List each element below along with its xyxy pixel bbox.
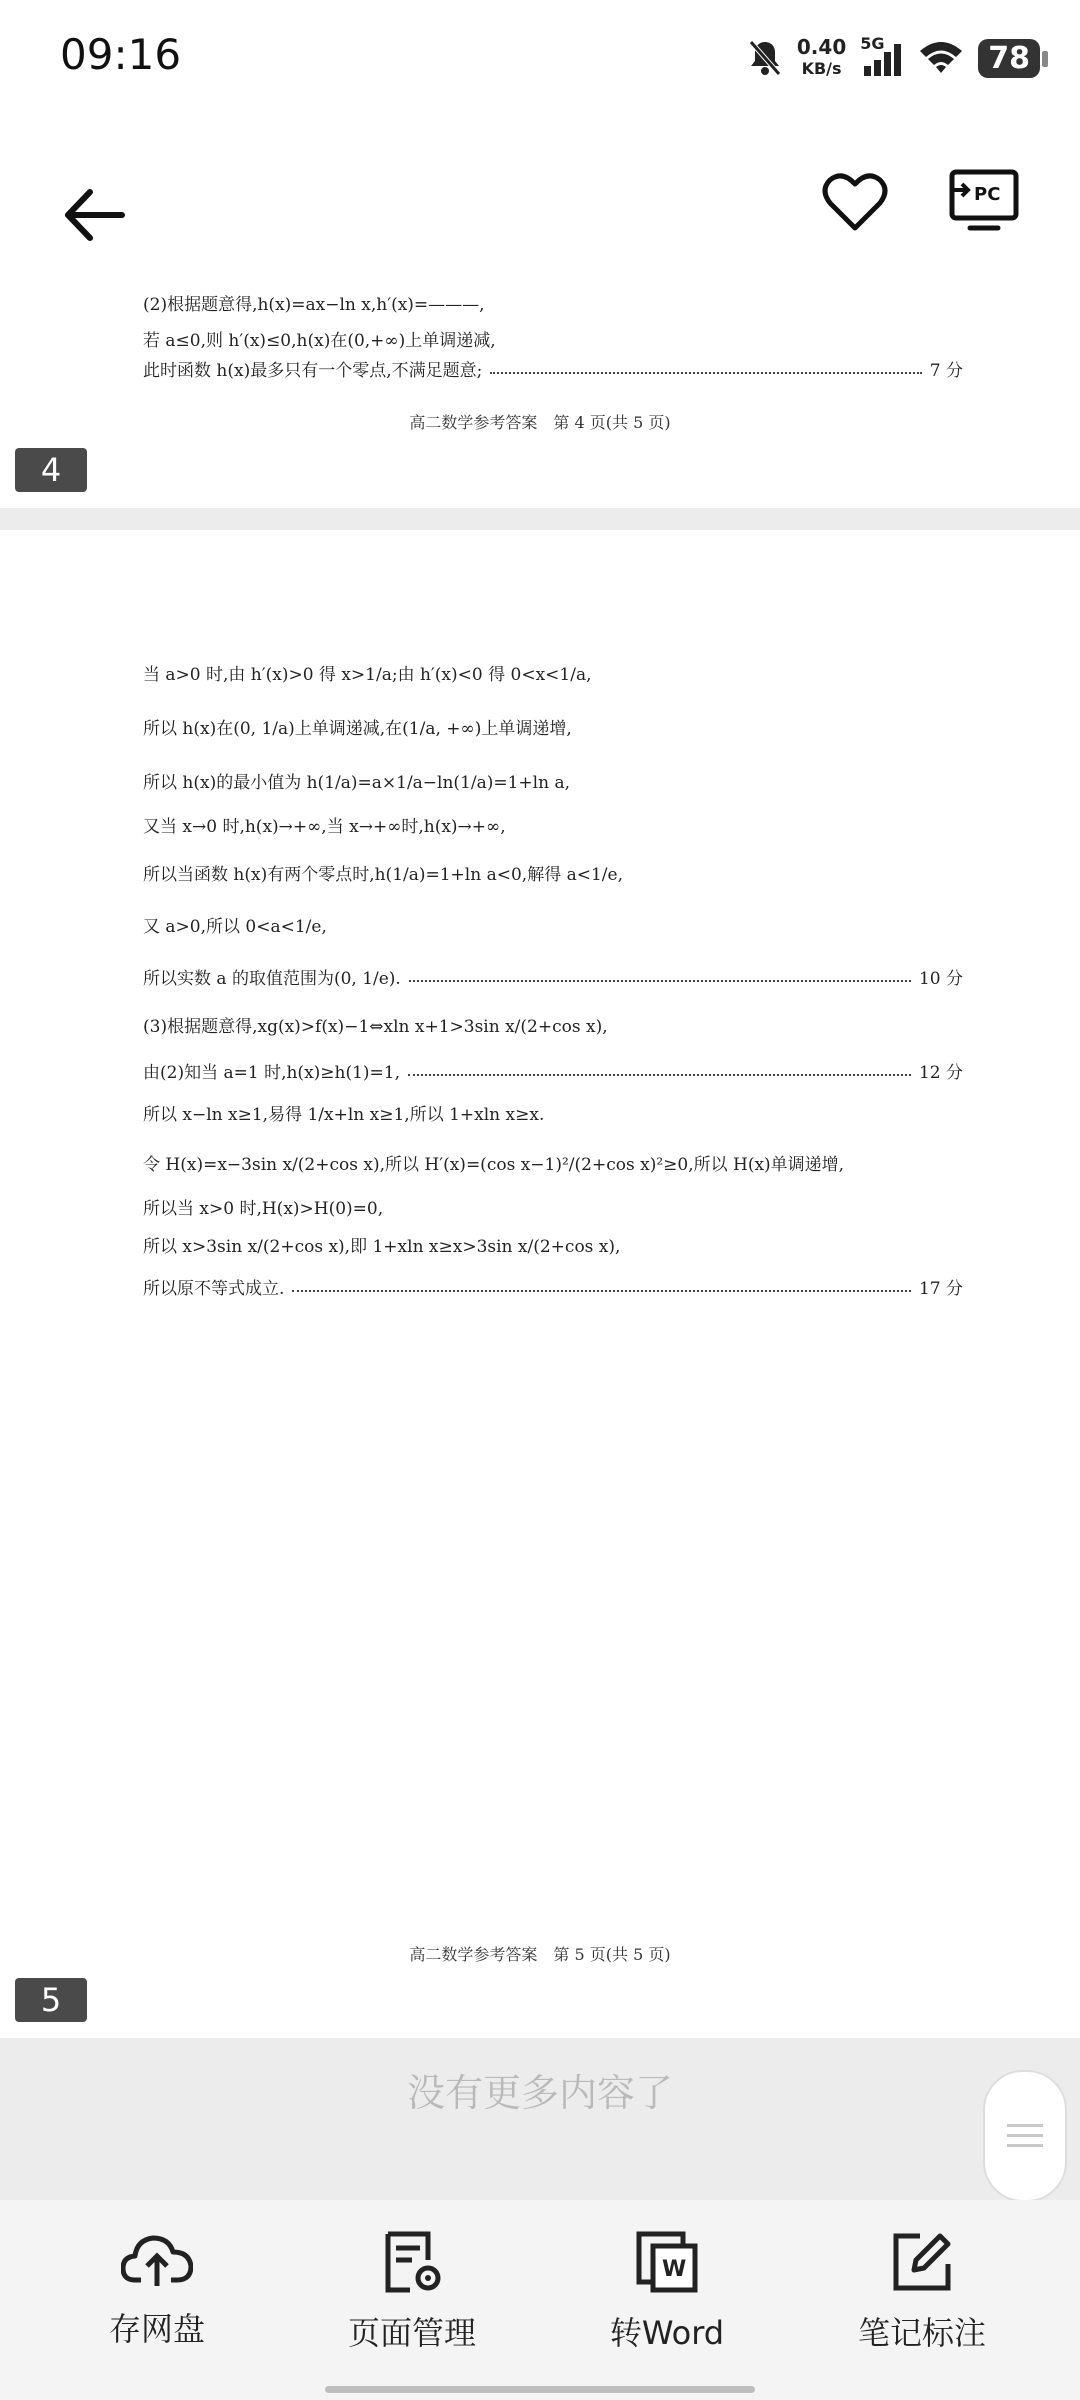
signal-type: 5G xyxy=(860,34,885,53)
arrow-left-icon[interactable] xyxy=(60,180,130,250)
doc-line: 由(2)知当 a=1 时,h(x)≥h(1)=1, 12 分 xyxy=(143,1058,963,1083)
net-speed xyxy=(797,36,846,80)
doc-line: 所以 h(x)的最小值为 h(1/a)=a×1/a−ln(1/a)=1+ln a, xyxy=(143,773,571,793)
status-bar xyxy=(0,0,1080,110)
page-footer: 高二数学参考答案 第 4 页(共 5 页) xyxy=(409,413,671,432)
mute-bell-icon xyxy=(747,38,783,78)
cloud-upload-icon xyxy=(121,2230,193,2290)
pc-label: PC xyxy=(974,184,1001,205)
score: 7 分 xyxy=(929,361,963,381)
doc-line: 所以原不等式成立. 17 分 xyxy=(143,1274,963,1299)
document-page-5 xyxy=(0,530,1080,2038)
tool-label: 笔记标注 xyxy=(857,2314,986,2352)
doc-line: 此时函数 h(x)最多只有一个零点,不满足题意; 7 分 xyxy=(143,356,963,381)
cell-signal-icon xyxy=(860,38,904,78)
page-number-badge: 4 xyxy=(15,448,87,492)
doc-line: 又 a>0,所以 0<a<1/e, xyxy=(143,917,327,937)
tool-label: 转Word xyxy=(609,2314,725,2352)
doc-line: 所以当函数 h(x)有两个零点时,h(1/a)=1+ln a<0,解得 a<1/e, xyxy=(143,865,623,885)
net-speed-unit: KB/s xyxy=(801,59,842,78)
bottom-toolbar xyxy=(0,2200,1080,2400)
doc-line: 所以 x>3sin x/(2+cos x),即 1+xln x≥x>3sin x/(2+cos x), xyxy=(143,1237,621,1257)
doc-line: 所以实数 a 的取值范围为(0, 1/e). 10 分 xyxy=(143,964,963,989)
battery-indicator: 78 xyxy=(978,39,1040,78)
page-settings-icon xyxy=(380,2230,444,2294)
score: 10 分 xyxy=(918,969,963,989)
svg-text:W: W xyxy=(662,2257,687,2282)
send-to-pc-icon[interactable] xyxy=(948,168,1020,238)
score: 17 分 xyxy=(918,1279,963,1299)
doc-line: 所以当 x>0 时,H(x)>H(0)=0, xyxy=(143,1199,384,1219)
word-convert-icon xyxy=(635,2230,699,2294)
app-bar xyxy=(0,110,1080,290)
edit-note-icon xyxy=(890,2230,954,2294)
wifi-icon xyxy=(918,39,964,77)
doc-line: 所以 x−ln x≥1,易得 1/x+ln x≥1,所以 1+xln x≥x. xyxy=(143,1105,545,1125)
clock: 09:16 xyxy=(60,30,182,79)
tool-label: 页面管理 xyxy=(347,2314,476,2352)
home-indicator[interactable] xyxy=(325,2386,755,2393)
cell-signal xyxy=(860,34,904,78)
doc-line: 又当 x→0 时,h(x)→+∞,当 x→+∞时,h(x)→+∞, xyxy=(143,817,506,837)
document-page-4 xyxy=(0,290,1080,508)
no-more-content-text: 没有更多内容了 xyxy=(406,2071,673,2115)
page-management-button[interactable] xyxy=(312,2230,512,2354)
heart-icon[interactable] xyxy=(820,168,890,238)
scroll-handle[interactable] xyxy=(983,2070,1067,2202)
page-number-badge: 5 xyxy=(15,1978,87,2022)
note-annotation-button[interactable] xyxy=(822,2230,1022,2354)
page-footer: 高二数学参考答案 第 5 页(共 5 页) xyxy=(409,1945,671,1964)
tool-label: 存网盘 xyxy=(108,2310,205,2348)
doc-line: (3)根据题意得,xg(x)>f(x)−1⇔xln x+1>3sin x/(2+cos x), xyxy=(143,1017,608,1037)
save-to-cloud-button[interactable] xyxy=(57,2230,257,2350)
score: 12 分 xyxy=(918,1063,963,1083)
doc-line: 当 a>0 时,由 h′(x)>0 得 x>1/a;由 h′(x)<0 得 0<x<1/a, xyxy=(143,665,592,685)
doc-line: 若 a≤0,则 h′(x)≤0,h(x)在(0,+∞)上单调递减, xyxy=(143,331,496,351)
net-speed-value: 0.40 xyxy=(796,35,847,59)
convert-to-word-button[interactable] xyxy=(567,2230,767,2354)
status-icons xyxy=(747,30,1040,86)
doc-line: 所以 h(x)在(0, 1/a)上单调递减,在(1/a, +∞)上单调递增, xyxy=(143,719,572,739)
doc-line: (2)根据题意得,h(x)=ax−ln x,h′(x)=———, xyxy=(143,295,485,315)
doc-line: 令 H(x)=x−3sin x/(2+cos x),所以 H′(x)=(cos x−1)²/(2+cos x)²≥0,所以 H(x)单调递增, xyxy=(143,1155,845,1175)
